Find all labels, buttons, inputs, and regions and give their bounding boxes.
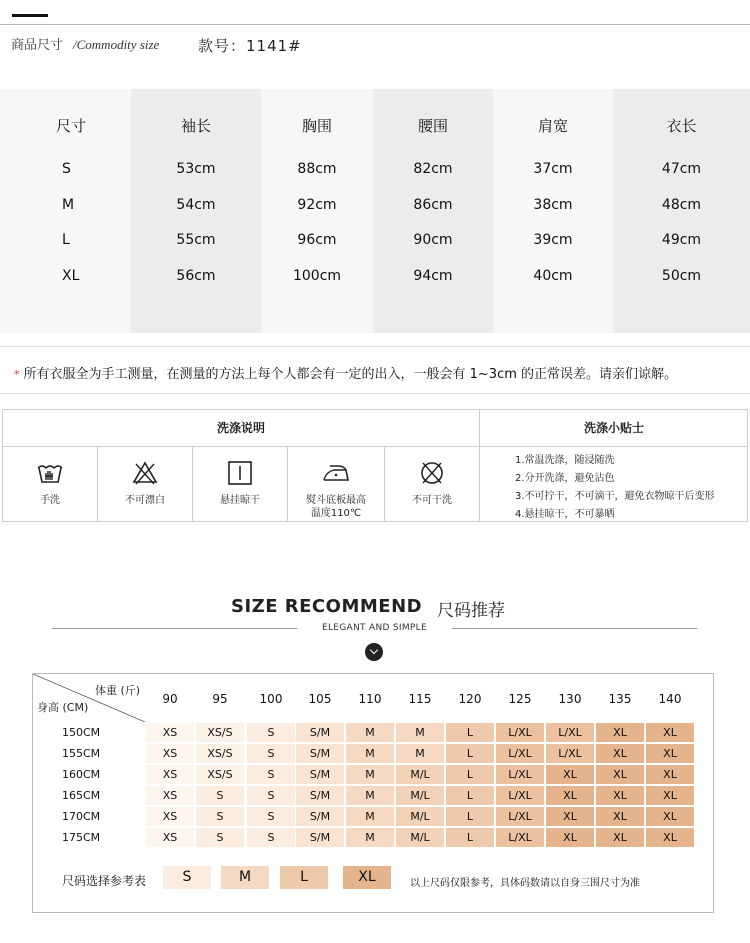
height-header: 165CM — [62, 789, 101, 802]
size-column-header: 尺寸 — [55, 117, 86, 135]
wash-label-no-dry-clean: 不可干洗 — [412, 495, 452, 506]
recommend-cell: XL — [646, 765, 694, 784]
recommend-title-cn: 尺码推荐 — [437, 601, 505, 621]
wash-tip: 4.悬挂晾干，不可暴晒 — [515, 509, 615, 520]
recommend-cell: L/XL — [496, 744, 544, 763]
recommend-cell: L — [446, 828, 494, 847]
recommend-cell: M/L — [396, 828, 444, 847]
recommend-cell: XL — [546, 786, 594, 805]
recommend-cell: L — [446, 786, 494, 805]
weight-header: 140 — [658, 692, 682, 706]
recommend-cell: S/M — [296, 765, 344, 784]
wash-cell-no-bleach — [98, 447, 193, 522]
recommend-cell: S — [247, 765, 295, 784]
weight-header: 95 — [212, 692, 228, 706]
height-header: 175CM — [62, 831, 101, 844]
size-cell: 56cm — [176, 268, 216, 284]
recommend-divider-left — [52, 628, 297, 629]
recommend-cell: XS — [146, 786, 194, 805]
recommend-cell: L/XL — [496, 807, 544, 826]
recommend-cell: XS — [146, 765, 194, 784]
iron-icon — [320, 460, 352, 486]
recommend-cell: L/XL — [546, 723, 594, 742]
recommend-cell: XL — [596, 807, 644, 826]
recommend-cell: XL — [546, 807, 594, 826]
recommend-cell: M — [346, 807, 394, 826]
size-column-header: 袖长 — [180, 117, 211, 135]
size-cell: 54cm — [176, 197, 216, 213]
recommend-title-en: SIZE RECOMMEND — [231, 596, 423, 617]
chevron-down-icon — [365, 643, 383, 661]
wash-cell-no-dry-clean — [385, 447, 480, 522]
size-column — [261, 89, 373, 333]
size-cell: 100cm — [292, 268, 342, 284]
weight-header: 115 — [408, 692, 432, 706]
recommend-cell: XS/S — [196, 744, 244, 763]
wash-label-hang-dry: 悬挂晾干 — [220, 495, 260, 506]
recommend-cell: L/XL — [496, 786, 544, 805]
recommend-cell: S/M — [296, 786, 344, 805]
recommend-cell: XS/S — [196, 723, 244, 742]
size-column-header: 腰围 — [417, 117, 448, 135]
size-column-header: 衣长 — [666, 117, 697, 135]
recommend-cell: S — [247, 786, 295, 805]
recommend-cell: M — [346, 828, 394, 847]
recommend-cell: S — [196, 786, 244, 805]
weight-header: 90 — [162, 692, 178, 706]
wash-cell-hang-dry — [193, 447, 288, 522]
legend-swatch: S — [163, 866, 211, 889]
recommend-cell: L — [446, 723, 494, 742]
recommend-cell: XL — [646, 807, 694, 826]
size-cell: 90cm — [413, 232, 453, 248]
legend-swatch: M — [221, 866, 269, 889]
recommend-cell: XS/S — [196, 765, 244, 784]
size-cell: 82cm — [413, 161, 453, 177]
corner-weight-label: 体重 (斤) — [95, 684, 141, 697]
wash-tips-list — [515, 452, 715, 524]
recommend-cell: M — [346, 786, 394, 805]
weight-header: 120 — [458, 692, 482, 706]
size-cell: 48cm — [661, 197, 702, 213]
recommend-cell: S/M — [296, 744, 344, 763]
weight-header: 130 — [558, 692, 582, 706]
note-divider-bottom — [0, 393, 750, 394]
recommend-cell: XL — [546, 765, 594, 784]
header-divider — [0, 24, 750, 25]
recommend-cell: L — [446, 744, 494, 763]
size-column-header: 肩宽 — [537, 117, 568, 135]
recommend-cell: XL — [646, 786, 694, 805]
wash-cell-hand-wash — [3, 447, 98, 522]
size-cell: L — [62, 232, 70, 248]
legend-swatch: XL — [343, 866, 391, 889]
header-accent-bar — [12, 14, 48, 17]
wash-label-iron-line1: 熨斗底板最高 — [306, 495, 366, 506]
size-cell: 96cm — [297, 232, 337, 248]
wash-care-table — [2, 409, 748, 522]
wash-tip: 2.分开洗涤，避免沾色 — [515, 473, 615, 484]
recommend-cell: M — [396, 744, 444, 763]
size-column — [373, 89, 493, 333]
legend-label: 尺码选择参考表 — [62, 874, 147, 888]
legend-swatch: L — [280, 866, 328, 889]
size-cell: XL — [62, 268, 80, 284]
hand-wash-icon — [36, 460, 64, 486]
recommend-cell: S/M — [296, 828, 344, 847]
size-table — [0, 89, 750, 333]
weight-header: 135 — [608, 692, 632, 706]
corner-header — [33, 674, 145, 722]
recommend-cell: M — [396, 723, 444, 742]
weight-header: 105 — [308, 692, 332, 706]
weight-header: 100 — [259, 692, 283, 706]
recommend-cell: S — [247, 723, 295, 742]
recommend-cell: L/XL — [496, 828, 544, 847]
recommend-cell: S — [247, 828, 295, 847]
no-dry-clean-icon — [418, 460, 446, 486]
recommend-cell: L — [446, 807, 494, 826]
size-cell: 86cm — [413, 197, 453, 213]
recommend-cell: S — [247, 744, 295, 763]
recommend-subtitle: ELEGANT AND SIMPLE — [322, 623, 427, 633]
size-column — [493, 89, 613, 333]
legend-note: 以上尺码仅限参考，具体码数请以自身三围尺寸为准 — [410, 878, 640, 889]
recommend-cell: XS — [146, 828, 194, 847]
recommend-cell: M/L — [396, 765, 444, 784]
size-cell: M — [62, 197, 75, 213]
recommend-cell: XL — [596, 744, 644, 763]
measurement-note — [14, 363, 677, 382]
recommend-cell: XL — [596, 765, 644, 784]
size-column — [131, 89, 261, 333]
size-cell: 50cm — [661, 268, 702, 284]
recommend-cell: S — [247, 807, 295, 826]
size-cell: 38cm — [533, 197, 573, 213]
recommend-cell: M/L — [396, 807, 444, 826]
height-header: 155CM — [62, 747, 101, 760]
recommend-cell: L/XL — [496, 723, 544, 742]
hang-dry-icon — [226, 460, 254, 486]
size-cell: 47cm — [661, 161, 702, 177]
wash-instructions-header: 洗涤说明 — [3, 410, 480, 447]
wash-tip: 1.常温洗涤，随浸随洗 — [515, 455, 615, 466]
note-star-icon: * — [14, 368, 20, 381]
weight-header: 125 — [508, 692, 532, 706]
recommend-cell: XL — [546, 828, 594, 847]
recommend-cell: M — [346, 723, 394, 742]
recommend-cell: XL — [646, 723, 694, 742]
recommend-cell: XS — [146, 807, 194, 826]
note-divider-top — [0, 346, 750, 347]
wash-label-iron — [288, 494, 384, 520]
corner-height-label: 身高 (CM) — [37, 701, 89, 714]
height-header: 160CM — [62, 768, 101, 781]
size-cell: 39cm — [533, 232, 573, 248]
recommend-cell: S/M — [296, 807, 344, 826]
height-header: 150CM — [62, 726, 101, 739]
no-bleach-icon — [131, 460, 159, 486]
recommend-cell: XL — [596, 723, 644, 742]
wash-header-row — [3, 410, 747, 447]
height-header: 170CM — [62, 810, 101, 823]
recommend-cell: XS — [146, 723, 194, 742]
recommend-cell: S — [196, 807, 244, 826]
recommend-cell: M/L — [396, 786, 444, 805]
note-text: 所有衣服全为手工测量，在测量的方法上每个人都会有一定的出入，一般会有 1~3cm 的正常误差。请亲们谅解。 — [23, 367, 678, 382]
size-cell: 94cm — [413, 268, 453, 284]
recommend-cell: L/XL — [496, 765, 544, 784]
size-column — [613, 89, 750, 333]
recommend-cell: XL — [596, 828, 644, 847]
size-cell: S — [62, 161, 71, 177]
recommend-cell: XS — [146, 744, 194, 763]
size-cell: 92cm — [297, 197, 337, 213]
size-cell: 49cm — [661, 232, 702, 248]
recommend-cell: XL — [646, 828, 694, 847]
wash-tips-header: 洗涤小贴士 — [583, 421, 644, 435]
recommend-cell: XL — [596, 786, 644, 805]
wash-label-iron-line2: 温度110℃ — [310, 508, 362, 519]
wash-tip: 3.不可拧干，不可滴干，避免衣物晾干后变形 — [515, 491, 715, 502]
section-title-en: /Commodity size — [73, 37, 160, 52]
section-title — [11, 34, 159, 53]
size-cell: 55cm — [176, 232, 216, 248]
recommend-cell: L/XL — [546, 744, 594, 763]
recommend-divider-right — [452, 628, 697, 629]
wash-label-no-bleach: 不可漂白 — [125, 495, 165, 506]
recommend-cell: S/M — [296, 723, 344, 742]
size-cell: 37cm — [533, 161, 573, 177]
size-cell: 53cm — [176, 161, 216, 177]
recommend-cell: XL — [646, 744, 694, 763]
size-column-header: 胸围 — [301, 117, 332, 135]
wash-label-hand-wash: 手洗 — [40, 495, 60, 506]
size-cell: 88cm — [297, 161, 337, 177]
style-number: 款号：1141# — [198, 37, 302, 55]
recommend-cell: M — [346, 765, 394, 784]
wash-cell-iron — [288, 447, 385, 522]
recommend-cell: L — [446, 765, 494, 784]
recommend-cell: S — [196, 828, 244, 847]
section-title-cn: 商品尺寸 — [11, 38, 64, 53]
weight-header: 110 — [358, 692, 382, 706]
recommend-cell: M — [346, 744, 394, 763]
size-column — [0, 89, 131, 333]
size-cell: 40cm — [533, 268, 573, 284]
